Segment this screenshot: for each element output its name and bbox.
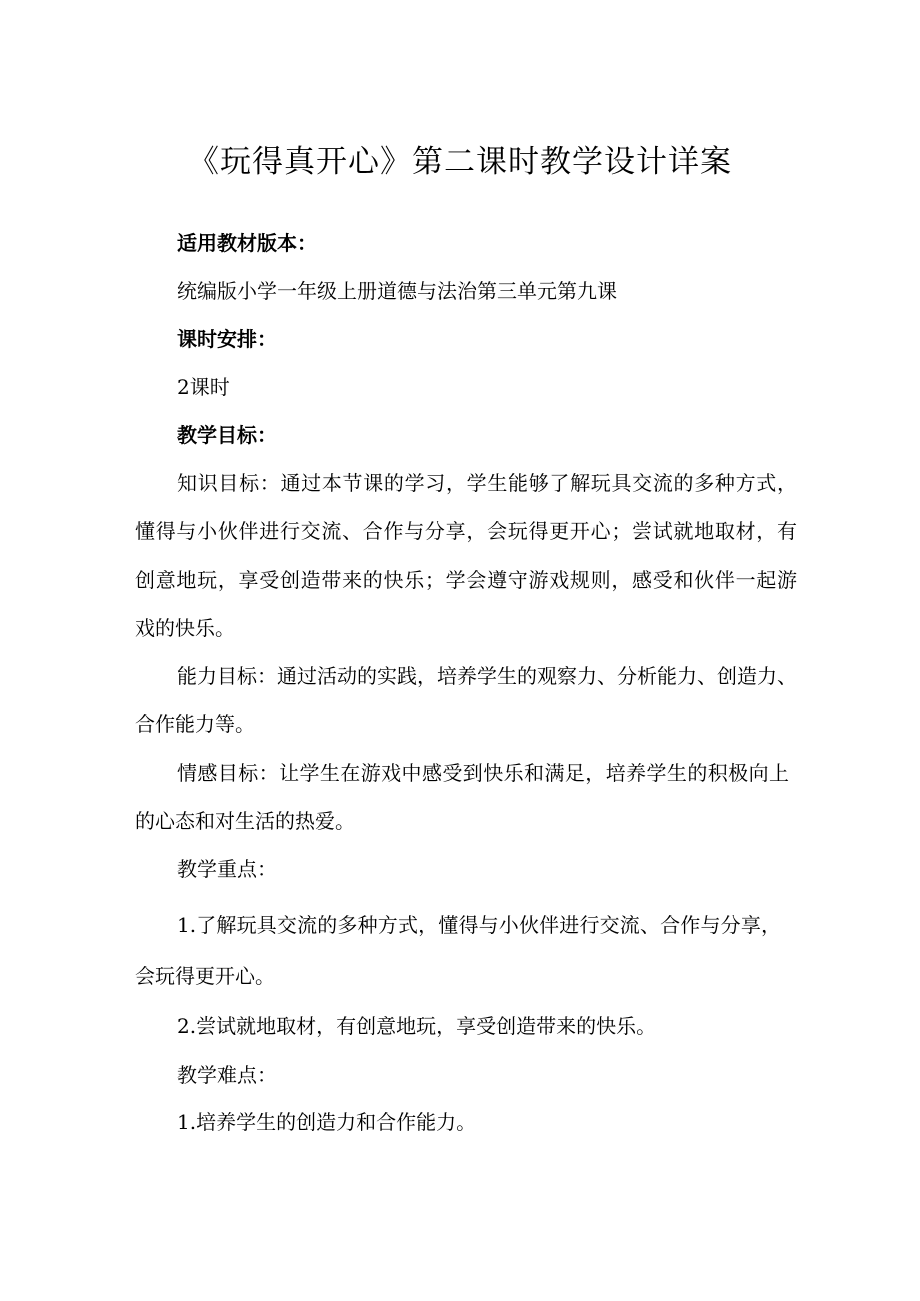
key-point-item: 2.尝试就地取材，有创意地玩，享受创造带来的快乐。 bbox=[177, 1014, 657, 1038]
schedule-label: 课时安排： bbox=[177, 327, 277, 351]
emotion-objective-line: 的心态和对生活的热爱。 bbox=[135, 809, 355, 833]
key-points-label: 教学重点： bbox=[177, 857, 277, 881]
ability-objective-line: 合作能力等。 bbox=[135, 712, 255, 736]
key-point-item: 会玩得更开心。 bbox=[135, 964, 275, 988]
ability-objective-line: 能力目标：通过活动的实践，培养学生的观察力、分析能力、创造力、 bbox=[177, 664, 797, 688]
textbook-label: 适用教材版本： bbox=[177, 231, 317, 255]
schedule-value: 2课时 bbox=[177, 375, 230, 399]
objectives-label: 教学目标： bbox=[177, 423, 277, 447]
knowledge-objective-line: 戏的快乐。 bbox=[135, 616, 235, 640]
difficulties-label: 教学难点： bbox=[177, 1063, 277, 1087]
document-title: 《玩得真开心》第二课时教学设计详案 bbox=[188, 144, 732, 180]
textbook-value: 统编版小学一年级上册道德与法治第三单元第九课 bbox=[177, 279, 617, 303]
key-point-item: 1.了解玩具交流的多种方式，懂得与小伙伴进行交流、合作与分享， bbox=[177, 913, 781, 937]
knowledge-objective-line: 懂得与小伙伴进行交流、合作与分享，会玩得更开心；尝试就地取材，有 bbox=[135, 519, 797, 543]
difficulty-item: 1.培养学生的创造力和合作能力。 bbox=[177, 1110, 477, 1134]
emotion-objective-line: 情感目标：让学生在游戏中感受到快乐和满足，培养学生的积极向上 bbox=[177, 761, 789, 785]
knowledge-objective-line: 创意地玩，享受创造带来的快乐；学会遵守游戏规则，感受和伙伴一起游 bbox=[135, 568, 797, 592]
knowledge-objective-line: 知识目标：通过本节课的学习，学生能够了解玩具交流的多种方式， bbox=[177, 471, 797, 495]
